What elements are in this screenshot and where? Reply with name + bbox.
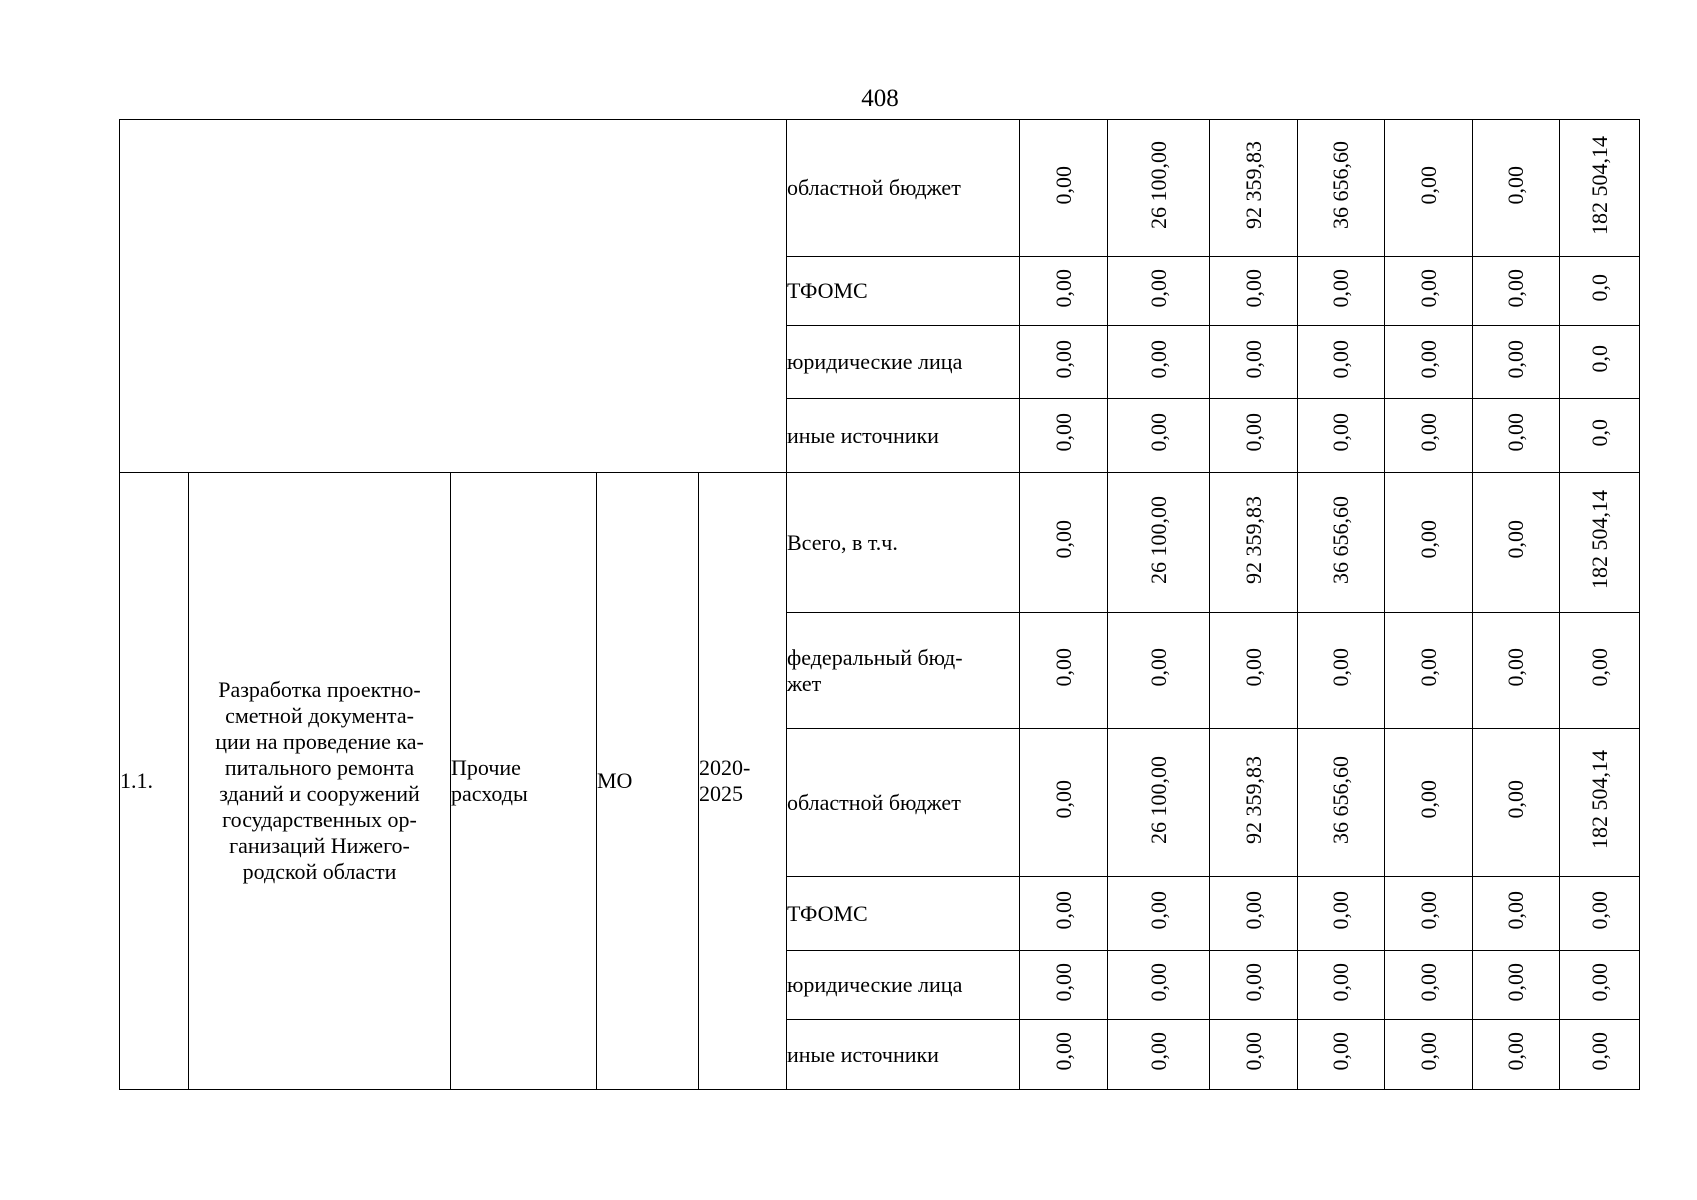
value-cell: 0,00 bbox=[1240, 962, 1266, 1002]
total-value-cell: 0,00 bbox=[1586, 648, 1612, 687]
value-cell: 0,00 bbox=[1050, 962, 1076, 1002]
value-cell: 0,00 bbox=[1415, 520, 1441, 559]
funding-source-cell: областной бюджет bbox=[787, 729, 1020, 877]
item-name-line: ганизаций Нижего- bbox=[229, 833, 410, 858]
item-name-line: зданий и сооружений bbox=[219, 781, 420, 806]
value-cell: 0,00 bbox=[1050, 648, 1076, 687]
item-name-line: родской области bbox=[242, 859, 397, 884]
executor-cell: МО bbox=[597, 473, 699, 1090]
value-cell: 0,00 bbox=[1503, 268, 1528, 308]
period-cell bbox=[699, 473, 787, 1090]
value-cell: 0,00 bbox=[1415, 891, 1441, 930]
value-cell: 0,00 bbox=[1503, 780, 1528, 819]
value-cell: 26 100,00 bbox=[1145, 495, 1171, 584]
value-cell: 0,00 bbox=[1050, 413, 1076, 452]
value-cell: 0,00 bbox=[1328, 1032, 1353, 1071]
item-name-line: питального ремонта bbox=[224, 755, 415, 780]
value-cell: 92 359,83 bbox=[1240, 141, 1266, 229]
funding-source-line: жет bbox=[787, 670, 822, 696]
page-number: 408 bbox=[861, 85, 899, 112]
item-name-line: государственных ор- bbox=[222, 807, 417, 832]
item-name-line: сметной документа- bbox=[225, 703, 414, 728]
item-name-line: ции на проведение ка- bbox=[215, 729, 424, 754]
value-cell: 0,00 bbox=[1503, 648, 1528, 687]
value-cell: 92 359,83 bbox=[1240, 755, 1266, 844]
value-cell: 0,00 bbox=[1050, 1032, 1076, 1071]
funding-source-cell: областной бюджет bbox=[787, 120, 1020, 257]
value-cell: 0,00 bbox=[1415, 648, 1441, 687]
value-cell: 0,00 bbox=[1415, 780, 1441, 819]
value-cell: 0,00 bbox=[1328, 648, 1353, 687]
funding-source-line: федеральный бюд- bbox=[787, 644, 963, 670]
period-line: 2020- bbox=[699, 755, 751, 780]
funding-source-cell: юридические лица bbox=[787, 951, 1020, 1020]
total-value-cell: 0,0 bbox=[1586, 418, 1612, 447]
total-value-cell: 182 504,14 bbox=[1586, 490, 1612, 589]
total-value-cell: 0,0 bbox=[1586, 345, 1612, 373]
empty-merged-cell bbox=[120, 120, 787, 473]
value-cell: 0,00 bbox=[1240, 413, 1266, 452]
funding-source-cell: иные источники bbox=[787, 399, 1020, 473]
total-value-cell: 0,00 bbox=[1586, 1032, 1612, 1071]
value-cell: 0,00 bbox=[1328, 339, 1353, 379]
value-cell: 0,00 bbox=[1328, 413, 1353, 452]
funding-source-cell: иные источники bbox=[787, 1020, 1020, 1090]
value-cell: 0,00 bbox=[1050, 339, 1076, 379]
value-cell: 0,00 bbox=[1503, 339, 1528, 379]
funding-source-cell: юридические лица bbox=[787, 326, 1020, 399]
value-cell: 0,00 bbox=[1050, 780, 1076, 819]
total-value-cell: 182 504,14 bbox=[1586, 135, 1612, 235]
value-cell: 36 656,60 bbox=[1328, 495, 1353, 584]
value-cell: 0,00 bbox=[1240, 1032, 1266, 1071]
value-cell: 0,00 bbox=[1503, 520, 1528, 559]
value-cell: 36 656,60 bbox=[1328, 755, 1353, 844]
value-cell: 0,00 bbox=[1503, 413, 1528, 452]
item-name-line: Разработка проектно- bbox=[218, 677, 421, 702]
value-cell: 0,00 bbox=[1415, 268, 1441, 308]
value-cell: 92 359,83 bbox=[1240, 495, 1266, 584]
value-cell: 0,00 bbox=[1240, 648, 1266, 687]
value-cell: 0,00 bbox=[1328, 962, 1353, 1002]
period-line: 2025 bbox=[699, 781, 743, 806]
value-cell: 0,00 bbox=[1050, 520, 1076, 559]
value-cell: 0,00 bbox=[1145, 413, 1171, 452]
value-cell: 0,00 bbox=[1415, 165, 1441, 205]
table-row bbox=[120, 473, 1640, 613]
total-value-cell: 0,00 bbox=[1586, 962, 1612, 1002]
value-cell: 0,00 bbox=[1050, 891, 1076, 930]
value-cell: 0,00 bbox=[1415, 339, 1441, 379]
value-cell: 0,00 bbox=[1328, 891, 1353, 930]
value-cell: 0,00 bbox=[1415, 1032, 1441, 1071]
item-number-cell: 1.1. bbox=[120, 473, 189, 1090]
value-cell: 0,00 bbox=[1145, 339, 1171, 379]
value-cell: 0,00 bbox=[1050, 268, 1076, 308]
value-cell: 0,00 bbox=[1050, 165, 1076, 205]
funding-source-cell: ТФОМС bbox=[787, 877, 1020, 951]
value-cell: 0,00 bbox=[1503, 962, 1528, 1002]
value-cell: 0,00 bbox=[1415, 962, 1441, 1002]
value-cell: 0,00 bbox=[1145, 962, 1171, 1002]
value-cell: 0,00 bbox=[1415, 413, 1441, 452]
value-cell: 0,00 bbox=[1145, 268, 1171, 308]
value-cell: 0,00 bbox=[1240, 339, 1266, 379]
value-cell: 0,00 bbox=[1145, 648, 1171, 687]
value-cell: 0,00 bbox=[1145, 1032, 1171, 1071]
value-cell: 0,00 bbox=[1240, 891, 1266, 930]
expense-type-line: Прочие bbox=[451, 755, 521, 780]
budget-table bbox=[119, 119, 1640, 1090]
total-value-cell: 0,00 bbox=[1586, 891, 1612, 930]
value-cell: 26 100,00 bbox=[1145, 141, 1171, 229]
expense-type-line: расходы bbox=[451, 781, 528, 806]
item-name-cell bbox=[189, 473, 451, 1090]
funding-source-cell: ТФОМС bbox=[787, 257, 1020, 326]
value-cell: 0,00 bbox=[1328, 268, 1353, 308]
total-value-cell: 0,0 bbox=[1586, 274, 1612, 302]
value-cell: 0,00 bbox=[1503, 1032, 1528, 1071]
value-cell: 0,00 bbox=[1503, 165, 1528, 205]
value-cell: 26 100,00 bbox=[1145, 755, 1171, 844]
expense-type-cell bbox=[451, 473, 597, 1090]
value-cell: 0,00 bbox=[1145, 891, 1171, 930]
value-cell: 36 656,60 bbox=[1328, 141, 1353, 229]
total-value-cell: 182 504,14 bbox=[1586, 750, 1612, 849]
funding-source-cell bbox=[787, 613, 1020, 729]
value-cell: 0,00 bbox=[1240, 268, 1266, 308]
value-cell: 0,00 bbox=[1503, 891, 1528, 930]
table-row bbox=[120, 120, 1640, 257]
funding-source-cell: Всего, в т.ч. bbox=[787, 473, 1020, 613]
